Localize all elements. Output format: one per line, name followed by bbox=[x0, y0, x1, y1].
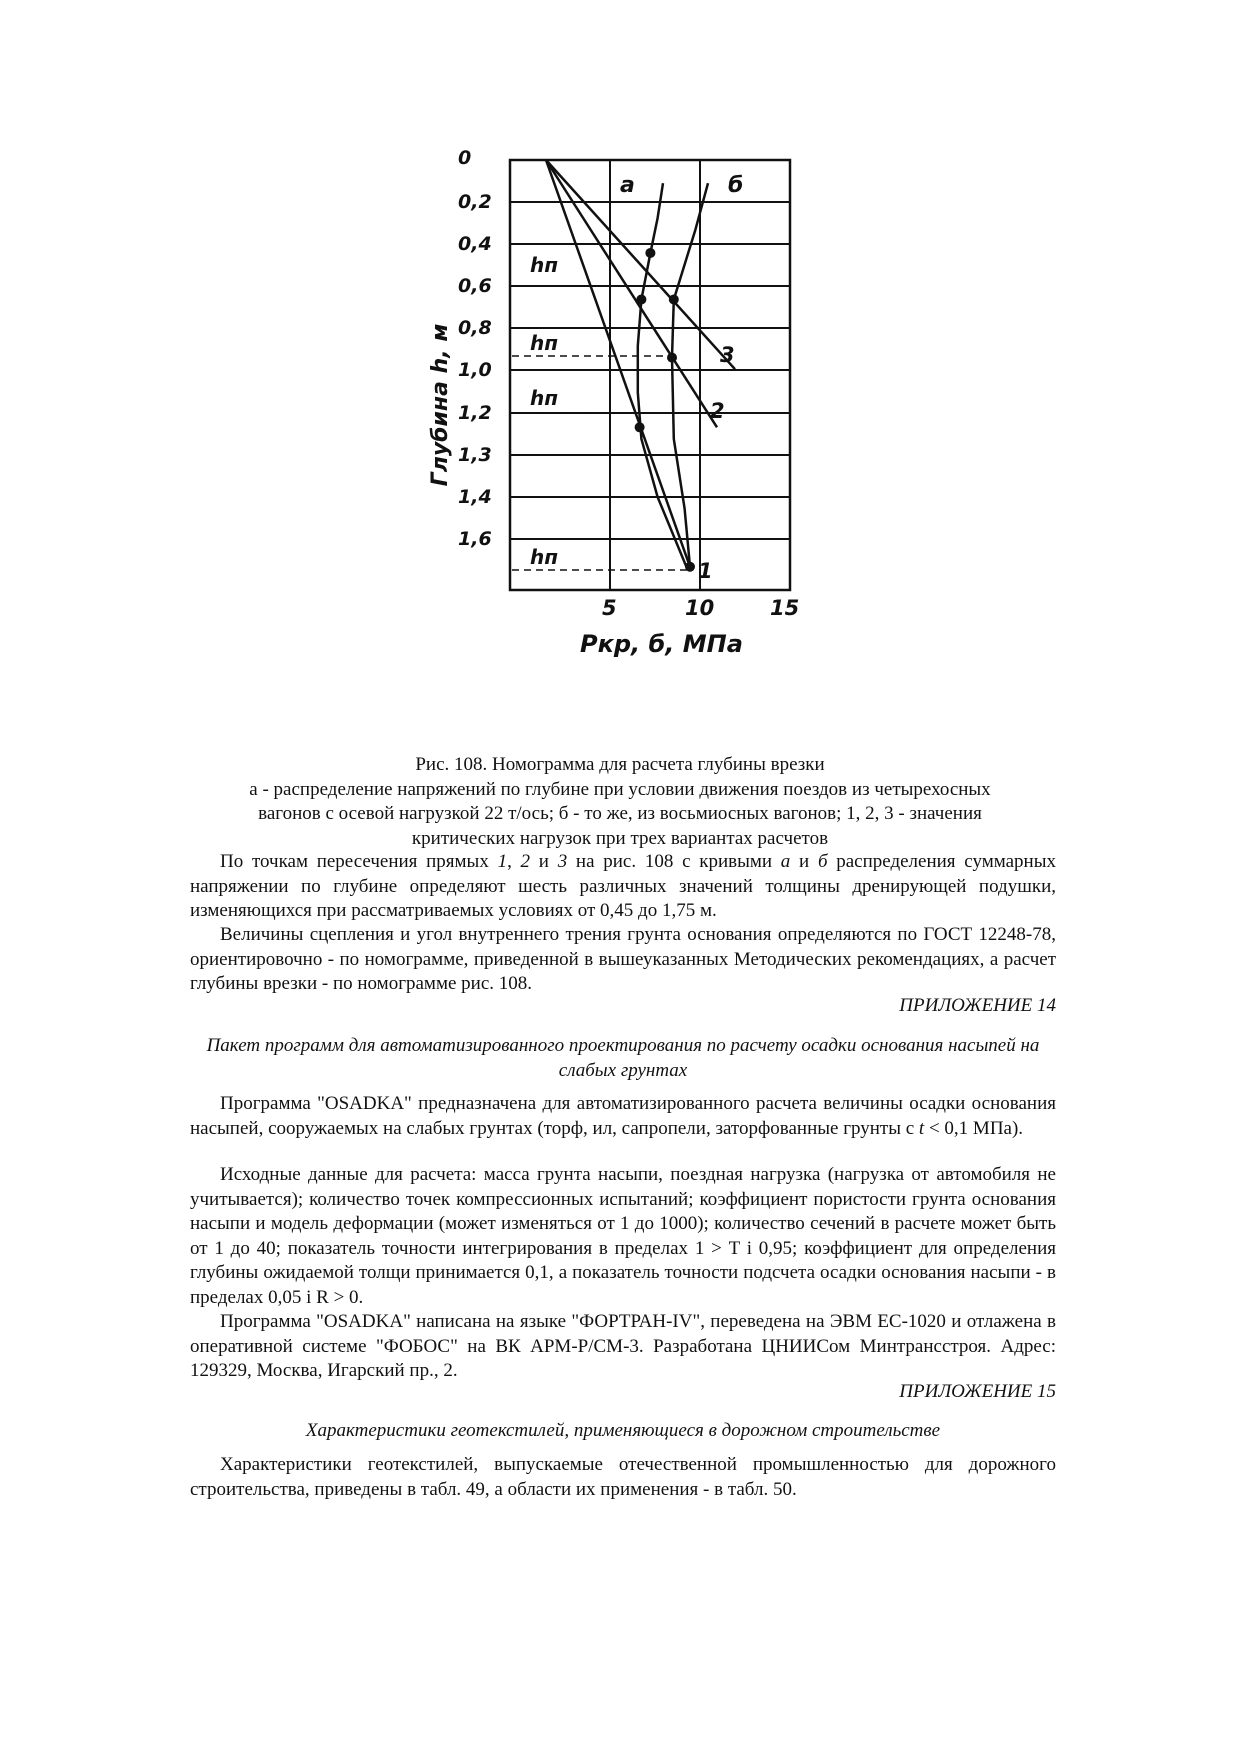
hn-label: hп bbox=[530, 386, 559, 410]
y-axis-label: Глубина h, м bbox=[428, 323, 453, 487]
series-line-б bbox=[672, 183, 708, 567]
paragraph: Величины сцепления и угол внутреннего трения грунта основания определяются по ГОСТ 12248-78, ориентировочно - по номограмме, приведенной в вышеуказанных Методических рекомендациях, а расчет глубины врезки - по номограмме рис. 108. bbox=[190, 924, 1056, 994]
intersection-point bbox=[667, 353, 677, 363]
intersection-point bbox=[645, 248, 655, 258]
appendix-heading: Пакет программ для автоматизированного проектирования по расчету осадки основания насыпей на слабых грунтах bbox=[206, 1035, 1040, 1081]
nomogram-figure bbox=[428, 147, 810, 720]
paragraph: По точкам пересечения прямых 1, 2 и 3 на рис. 108 с кривыми а и б распределения суммарных напряжении по глубине определяют шесть различных значений толщины дренирующей подушки, изменяющихся при рассматриваемых условиях от 0,45 до 1,75 м. bbox=[190, 851, 1056, 921]
curve-label-b: б bbox=[728, 173, 744, 198]
figure-caption-line: а - распределение напряжений по глубине при условии движения поездов из четырехосных bbox=[249, 779, 991, 800]
figure-caption-line: вагонов с осевой нагрузкой 22 т/ось; б - то же, из восьмиосных вагонов; 1, 2, 3 - значения bbox=[258, 803, 982, 824]
appendix-label: ПРИЛОЖЕНИЕ 15 bbox=[899, 1381, 1056, 1402]
figure-caption-line: критических нагрузок при трех вариантах расчетов bbox=[411, 828, 829, 849]
x-tick: 10 bbox=[685, 596, 715, 620]
y-tick: 1,0 bbox=[458, 359, 492, 381]
intersection-point bbox=[636, 294, 646, 304]
appendix-label: ПРИЛОЖЕНИЕ 14 bbox=[899, 995, 1056, 1016]
curve-label-a: а bbox=[620, 173, 635, 198]
y-tick: 1,3 bbox=[458, 444, 492, 466]
appendix-heading: Характеристики геотекстилей, применяющиеся в дорожном строительстве bbox=[305, 1420, 941, 1441]
hn-label: hп bbox=[530, 545, 559, 569]
line-label-2: 2 bbox=[710, 399, 725, 423]
intersection-point bbox=[635, 422, 645, 432]
x-tick: 15 bbox=[770, 596, 800, 620]
y-tick: 1,4 bbox=[458, 486, 492, 508]
paragraph: Программа "OSADKA" написана на языке "ФОРТРАН-IV", переведена на ЭВМ ЕС-1020 и отлажена в оперативной системе "ФОБОС" на ВК АРМ-Р/СМ-3. Разработана ЦНИИСом Минтрансстроя. Адрес: 129329, Москва, Игарский пр., 2. bbox=[190, 1311, 1056, 1381]
series-line-а bbox=[638, 183, 687, 567]
y-tick: 0 bbox=[458, 147, 472, 169]
y-tick: 0,6 bbox=[458, 275, 492, 297]
intersection-point bbox=[685, 562, 695, 572]
y-tick: 0,2 bbox=[458, 191, 492, 213]
y-tick: 0,4 bbox=[458, 233, 492, 255]
x-axis-label: Pкр, б, МПа bbox=[580, 630, 743, 658]
paragraph: Программа "OSADKA" предназначена для автоматизированного расчета величины осадки основания насыпей, сооружаемых на слабых грунтах (торф, ил, сапропели, заторфованные грунты с t < 0,1 МПа). bbox=[190, 1093, 1056, 1139]
series-line-2 bbox=[546, 160, 717, 427]
paragraph: Исходные данные для расчета: масса грунта насыпи, поездная нагрузка (нагрузка от автомобиля не учитывается); количество точек компрессионных испытаний; коэффициент пористости грунта основания насыпи и модель деформации (может изменяться от 1 до 1000); количество сечений в расчете может быть от 1 до 40; показатель точности интегрирования в пределах 1 > T і 0,95; коэффициент для определения глубины ожидаемой толщи принимается 0,1, а показатель точности подсчета осадки основания насыпи - в пределах 0,05 і R > 0. bbox=[190, 1164, 1056, 1308]
line-label-3: 3 bbox=[720, 343, 735, 367]
figure-caption-title: Рис. 108. Номограмма для расчета глубины врезки bbox=[415, 754, 825, 775]
y-tick: 0,8 bbox=[458, 317, 492, 339]
paragraph: Характеристики геотекстилей, выпускаемые отечественной промышленностью для дорожного строительства, приведены в табл. 49, а области их применения - в табл. 50. bbox=[190, 1454, 1056, 1500]
series-line-1 bbox=[546, 160, 690, 567]
y-tick: 1,2 bbox=[458, 402, 492, 424]
hn-label: hп bbox=[530, 331, 559, 355]
y-tick: 1,6 bbox=[458, 528, 492, 550]
x-tick: 5 bbox=[602, 596, 617, 620]
line-label-1: 1 bbox=[698, 559, 713, 583]
intersection-point bbox=[669, 294, 679, 304]
hn-label: hп bbox=[530, 253, 559, 277]
